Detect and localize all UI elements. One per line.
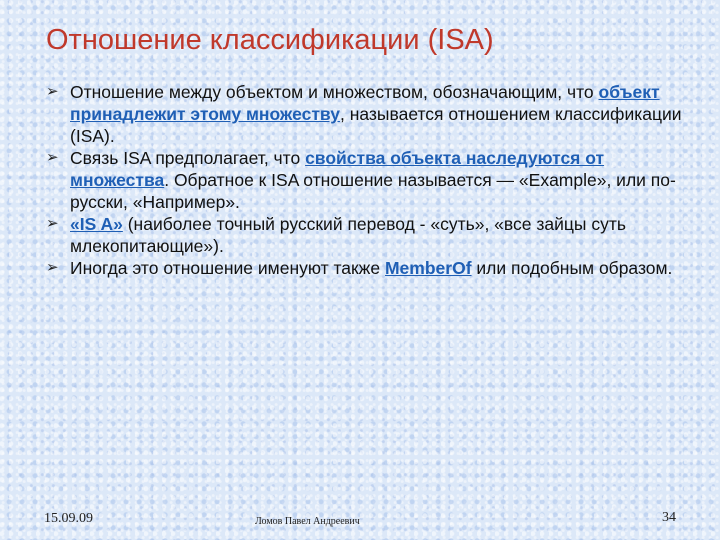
bullet-3-link[interactable]: «IS A» [70, 214, 123, 234]
bullet-4-link[interactable]: MemberOf [384, 258, 472, 278]
arrow-bullet-icon: ➢ [46, 83, 59, 100]
bullet-list [46, 81, 686, 279]
arrow-bullet-icon: ➢ [46, 149, 59, 166]
bullet-item-3 [46, 213, 686, 257]
footer-author: Ломов Павел Андреевич [255, 516, 360, 527]
bullet-3-text-1: (наиболее точный русский перевод - «суть», «все зайцы суть млекопитающие»). [70, 214, 626, 256]
bullet-2-text-2: . Обратное к ISA отношение называется — «Example», или по-русски, «Например». [70, 170, 676, 212]
bullet-4-text-1: Иногда это отношение именуют также [70, 258, 385, 278]
bullet-1-link[interactable]: объект принадлежит этому множеству [70, 82, 660, 124]
bullet-item-1 [46, 81, 686, 147]
bullet-2-text-1: Связь ISA предполагает, что [70, 148, 306, 168]
bullet-4-text-2: или подобным образом. [471, 258, 673, 278]
bullet-item-2 [46, 147, 686, 213]
bullet-1-text-2: , называется отношением классификации (ISA). [70, 104, 682, 146]
bullet-1-text-1: Отношение между объектом и множеством, обозначающим, что [70, 82, 599, 102]
bullet-item-4 [46, 257, 686, 279]
footer-date: 15.09.09 [44, 511, 93, 526]
page-number: 34 [662, 510, 676, 525]
bullet-2-link[interactable]: свойства объекта наследуются от множества [70, 148, 605, 190]
slide-title: Отношение классификации (ISA) [46, 24, 494, 56]
arrow-bullet-icon: ➢ [46, 215, 59, 232]
arrow-bullet-icon: ➢ [46, 259, 59, 276]
